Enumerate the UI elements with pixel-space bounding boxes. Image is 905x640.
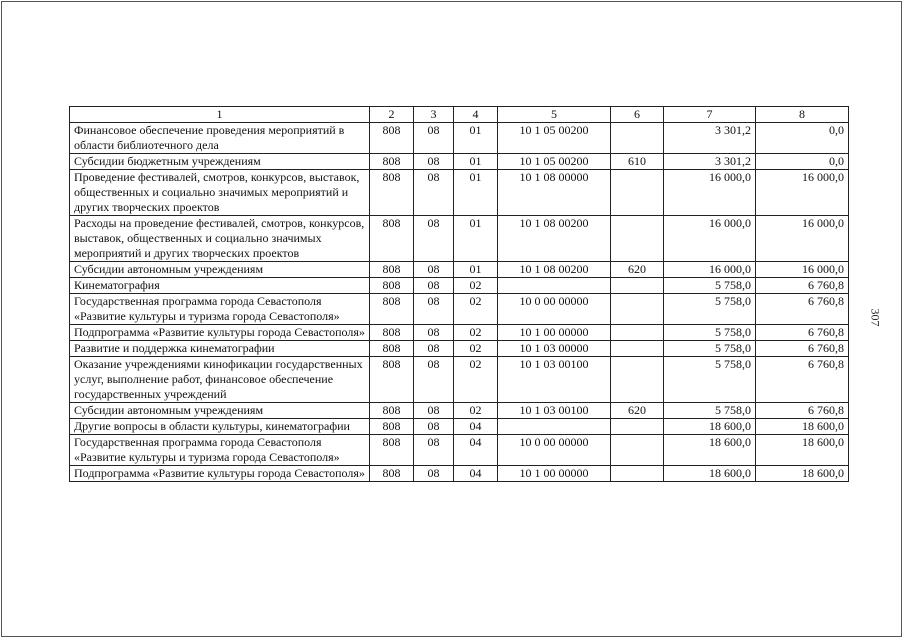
amount-cell: 3 301,2	[664, 154, 756, 170]
table-row	[70, 325, 849, 341]
table-body	[70, 123, 849, 482]
section-cell: 08	[414, 123, 454, 154]
column-header: 3	[414, 107, 454, 123]
code-cell: 808	[370, 466, 414, 482]
subsection-cell: 04	[454, 466, 498, 482]
row-name-cell: Подпрограмма «Развитие культуры города Севастополя»	[70, 325, 370, 341]
header-row	[70, 107, 849, 123]
row-name-cell: Развитие и поддержка кинематографии	[70, 341, 370, 357]
code-cell: 808	[370, 357, 414, 403]
row-name-cell: Кинематография	[70, 278, 370, 294]
table-row	[70, 403, 849, 419]
amount-cell: 5 758,0	[664, 325, 756, 341]
table-row	[70, 341, 849, 357]
amount-cell: 16 000,0	[664, 262, 756, 278]
expense-type-cell: 620	[611, 403, 664, 419]
target-article-cell: 10 1 03 00100	[498, 357, 611, 403]
amount-cell: 16 000,0	[756, 170, 849, 216]
section-cell: 08	[414, 170, 454, 216]
amount-cell: 16 000,0	[664, 216, 756, 262]
target-article-cell	[498, 278, 611, 294]
amount-cell: 0,0	[756, 154, 849, 170]
subsection-cell: 01	[454, 123, 498, 154]
section-cell: 08	[414, 325, 454, 341]
section-cell: 08	[414, 216, 454, 262]
code-cell: 808	[370, 123, 414, 154]
amount-cell: 18 600,0	[756, 466, 849, 482]
code-cell: 808	[370, 216, 414, 262]
amount-cell: 18 600,0	[756, 419, 849, 435]
amount-cell: 5 758,0	[664, 357, 756, 403]
amount-cell: 18 600,0	[664, 466, 756, 482]
table-row	[70, 435, 849, 466]
code-cell: 808	[370, 170, 414, 216]
code-cell: 808	[370, 325, 414, 341]
code-cell: 808	[370, 403, 414, 419]
column-header: 8	[756, 107, 849, 123]
section-cell: 08	[414, 403, 454, 419]
amount-cell: 5 758,0	[664, 294, 756, 325]
table-row	[70, 419, 849, 435]
amount-cell: 5 758,0	[664, 341, 756, 357]
page-number: 307	[868, 308, 883, 327]
section-cell: 08	[414, 262, 454, 278]
target-article-cell: 10 0 00 00000	[498, 294, 611, 325]
amount-cell: 0,0	[756, 123, 849, 154]
amount-cell: 6 760,8	[756, 403, 849, 419]
table-row	[70, 123, 849, 154]
amount-cell: 6 760,8	[756, 294, 849, 325]
section-cell: 08	[414, 294, 454, 325]
table-row	[70, 294, 849, 325]
section-cell: 08	[414, 435, 454, 466]
amount-cell: 5 758,0	[664, 278, 756, 294]
target-article-cell: 10 0 00 00000	[498, 435, 611, 466]
row-name-cell: Оказание учреждениями кинофикации государственных услуг, выполнение работ, финансовое обеспечение государственных учреждений	[70, 357, 370, 403]
budget-table	[69, 106, 849, 482]
target-article-cell: 10 1 08 00000	[498, 170, 611, 216]
column-header: 4	[454, 107, 498, 123]
expense-type-cell	[611, 170, 664, 216]
amount-cell: 16 000,0	[756, 262, 849, 278]
expense-type-cell: 620	[611, 262, 664, 278]
row-name-cell: Другие вопросы в области культуры, кинематографии	[70, 419, 370, 435]
row-name-cell: Субсидии автономным учреждениям	[70, 403, 370, 419]
subsection-cell: 02	[454, 294, 498, 325]
row-name-cell: Государственная программа города Севастополя «Развитие культуры и туризма города Севастополя»	[70, 435, 370, 466]
expense-type-cell	[611, 466, 664, 482]
code-cell: 808	[370, 278, 414, 294]
subsection-cell: 04	[454, 435, 498, 466]
subsection-cell: 02	[454, 341, 498, 357]
subsection-cell: 01	[454, 262, 498, 278]
target-article-cell: 10 1 08 00200	[498, 216, 611, 262]
target-article-cell: 10 1 03 00100	[498, 403, 611, 419]
code-cell: 808	[370, 341, 414, 357]
subsection-cell: 01	[454, 170, 498, 216]
subsection-cell: 02	[454, 403, 498, 419]
expense-type-cell	[611, 419, 664, 435]
column-header: 5	[498, 107, 611, 123]
subsection-cell: 02	[454, 357, 498, 403]
row-name-cell: Проведение фестивалей, смотров, конкурсов, выставок, общественных и социально значимых мероприятий и других творческих проектов	[70, 170, 370, 216]
target-article-cell: 10 1 05 00200	[498, 123, 611, 154]
target-article-cell: 10 1 08 00200	[498, 262, 611, 278]
amount-cell: 5 758,0	[664, 403, 756, 419]
expense-type-cell	[611, 435, 664, 466]
code-cell: 808	[370, 294, 414, 325]
subsection-cell: 04	[454, 419, 498, 435]
expense-type-cell	[611, 357, 664, 403]
target-article-cell: 10 1 05 00200	[498, 154, 611, 170]
subsection-cell: 02	[454, 325, 498, 341]
table-row	[70, 278, 849, 294]
table-row	[70, 216, 849, 262]
amount-cell: 18 600,0	[664, 419, 756, 435]
table-row	[70, 154, 849, 170]
section-cell: 08	[414, 357, 454, 403]
expense-type-cell	[611, 216, 664, 262]
table-row	[70, 466, 849, 482]
subsection-cell: 01	[454, 216, 498, 262]
expense-type-cell	[611, 123, 664, 154]
target-article-cell: 10 1 00 00000	[498, 466, 611, 482]
table-row	[70, 170, 849, 216]
row-name-cell: Государственная программа города Севастополя «Развитие культуры и туризма города Севастополя»	[70, 294, 370, 325]
expense-type-cell	[611, 294, 664, 325]
row-name-cell: Расходы на проведение фестивалей, смотров, конкурсов, выставок, общественных и социально значимых мероприятий и других творческих проектов	[70, 216, 370, 262]
target-article-cell: 10 1 00 00000	[498, 325, 611, 341]
row-name-cell: Финансовое обеспечение проведения мероприятий в области библиотечного дела	[70, 123, 370, 154]
target-article-cell: 10 1 03 00000	[498, 341, 611, 357]
code-cell: 808	[370, 435, 414, 466]
column-header: 1	[70, 107, 370, 123]
section-cell: 08	[414, 341, 454, 357]
column-header: 7	[664, 107, 756, 123]
code-cell: 808	[370, 419, 414, 435]
section-cell: 08	[414, 466, 454, 482]
amount-cell: 6 760,8	[756, 357, 849, 403]
amount-cell: 16 000,0	[756, 216, 849, 262]
subsection-cell: 01	[454, 154, 498, 170]
column-header: 2	[370, 107, 414, 123]
amount-cell: 6 760,8	[756, 325, 849, 341]
code-cell: 808	[370, 154, 414, 170]
amount-cell: 3 301,2	[664, 123, 756, 154]
row-name-cell: Субсидии бюджетным учреждениям	[70, 154, 370, 170]
code-cell: 808	[370, 262, 414, 278]
section-cell: 08	[414, 419, 454, 435]
expense-type-cell	[611, 325, 664, 341]
target-article-cell	[498, 419, 611, 435]
amount-cell: 6 760,8	[756, 278, 849, 294]
amount-cell: 18 600,0	[756, 435, 849, 466]
expense-type-cell: 610	[611, 154, 664, 170]
column-header: 6	[611, 107, 664, 123]
expense-type-cell	[611, 341, 664, 357]
table-row	[70, 262, 849, 278]
section-cell: 08	[414, 154, 454, 170]
amount-cell: 6 760,8	[756, 341, 849, 357]
subsection-cell: 02	[454, 278, 498, 294]
table-row	[70, 357, 849, 403]
amount-cell: 18 600,0	[664, 435, 756, 466]
section-cell: 08	[414, 278, 454, 294]
amount-cell: 16 000,0	[664, 170, 756, 216]
row-name-cell: Подпрограмма «Развитие культуры города Севастополя»	[70, 466, 370, 482]
expense-type-cell	[611, 278, 664, 294]
row-name-cell: Субсидии автономным учреждениям	[70, 262, 370, 278]
